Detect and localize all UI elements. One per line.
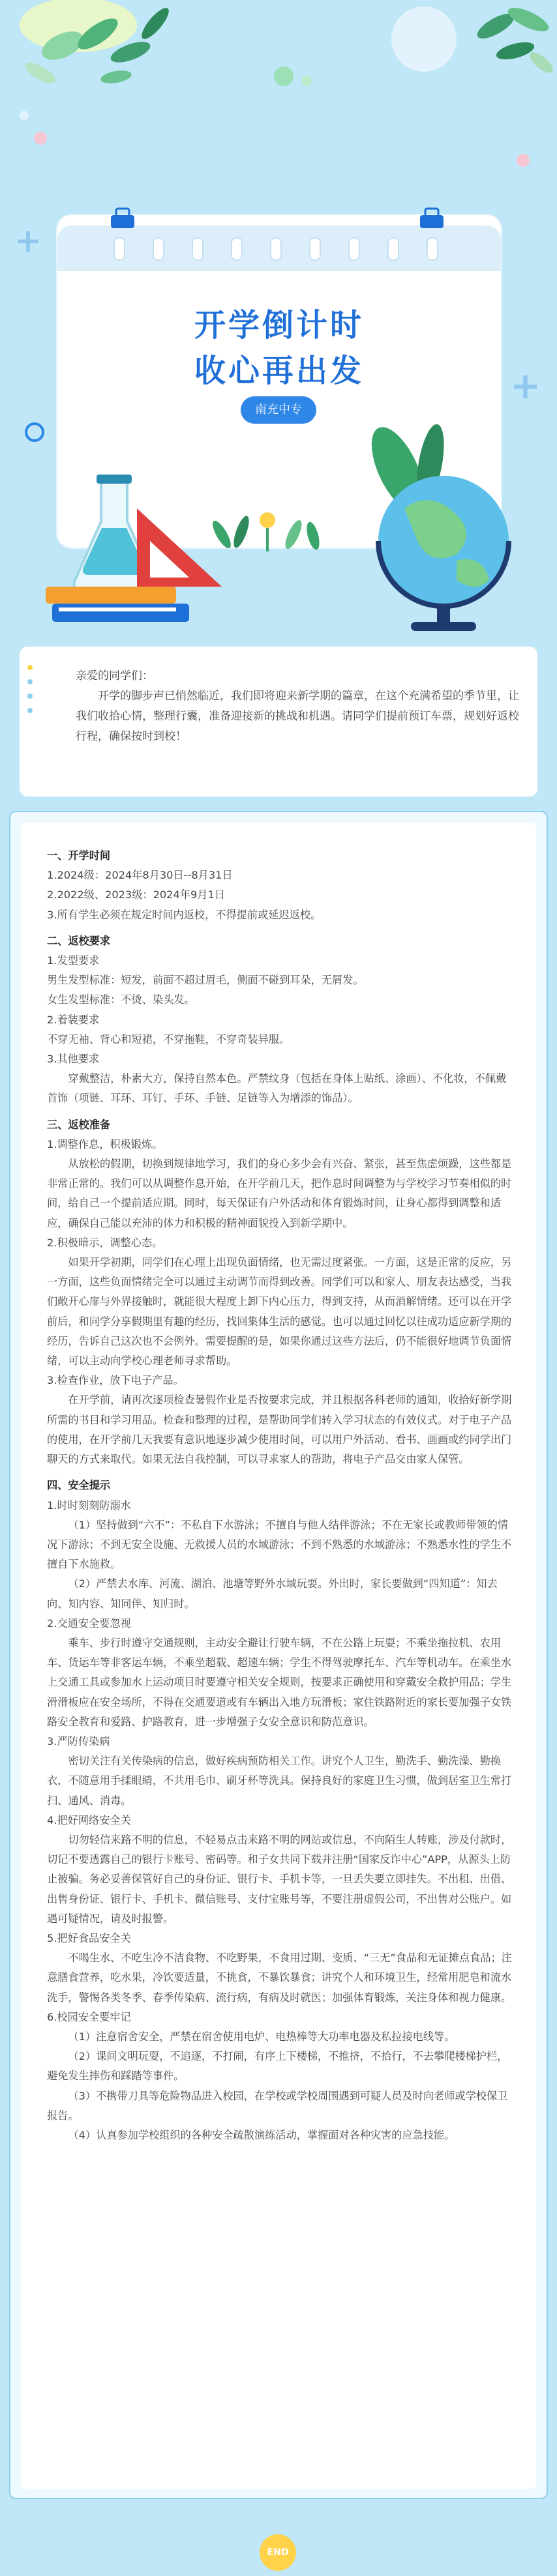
- section-paragraph: （1）注意宿舍安全，严禁在宿舍使用电炉、电热棒等大功率电器及私拉接电线等。: [68, 2030, 455, 2043]
- section-line: 1.调整作息，积极锻炼。: [47, 1137, 163, 1150]
- intro-text: [76, 666, 526, 747]
- section-line: 5.把好食品安全关: [47, 1931, 131, 1944]
- section-line: 女生发型标准：不烫、染头发。: [47, 993, 195, 1006]
- binder-ring: [270, 237, 282, 261]
- section-line: 2.着装要求: [47, 1013, 100, 1026]
- decor-ring: [25, 422, 44, 442]
- section-line: 3.检查作业，放下电子产品。: [47, 1374, 184, 1387]
- section-paragraph: 密切关注有关传染病的信息，做好疾病预防相关工作。讲究个人卫生，勤洗手、勤洗澡、勤换衣，不随意用手揉眼睛，不共用毛巾、刷牙杯等洗具。保持良好的家庭卫生习惯，做到居室卫生常打扫、通风、消毒。: [47, 1755, 512, 1807]
- section-paragraph: 乘车、步行时遵守交通规则，主动安全避让行驶车辆，不在公路上玩耍；不乘坐拖拉机、农用车、货运车等非客运车辆，不乘坐超载、超速车辆；学生不得驾驶摩托车、汽车等机动车。在乘坐水上交通工具或参加水上运动项目时要遵守相关安全规则，按要求正确使用和穿戴安全救护用品；学生滑滑板应在安全场所，不得在交通要道或有车辆出入地方玩滑板；家住铁路附近的家长要加强子女铁路安全教育和爱路、护路教育，进一步增强子女安全意识和防范意识。: [47, 1636, 512, 1728]
- page-title-line2: 收心再出发: [194, 353, 364, 389]
- binder-ring: [309, 237, 321, 261]
- section-line: 1.2024级：2024年8月30日--8月31日: [47, 869, 233, 882]
- section-line: 男生发型标准：短发，前面不超过眉毛，侧面不碰到耳朵，无屑发。: [47, 974, 364, 987]
- decor-dot: [391, 7, 457, 72]
- binder-clip-right-icon: [417, 207, 446, 229]
- section-paragraph: （2）严禁去水库、河流、湖泊、池塘等野外水域玩耍。外出时，家长要做到“四知道”：知去向、知内容、知同伴、知归时。: [47, 1577, 498, 1610]
- section-paragraph: 从放松的假期，切换到规律地学习，我们的身心多少会有兴奋、紧张，甚至焦虑烦躁，这些都是非常正常的。我们可以从调整作息开始，在开学前几天，把作息时间调整为与学校学习节奏相似的时间，给自己一个提前适应期。同时，每天保证有户外活动和体育锻炼时间，让身心都得到调整和适应，确保自己能以充沛的体力和积极的精神面貌投入到新学期中。: [47, 1158, 512, 1229]
- decor-dot: [20, 111, 29, 120]
- intro-letter: [20, 647, 537, 797]
- leaf-cluster-left-icon: [0, 0, 196, 111]
- section-paragraph: 切勿轻信来路不明的信息，不轻易点击来路不明的网站或信息，不向陌生人转账，涉及付款时，切记不要透露自己的银行卡账号、密码等。和子女共同下载并注册“国家反诈中心”APP，从源头上防止被骗。务必妥善保管好自己的身份证、银行卡、手机卡等，一旦丢失要立即挂失。不出租、出借、出售身份证、银行卡、手机卡、微信账号、支付宝账号等，不要注册虚假公司，不出售对公账户。如遇可疑情况，请及时报警。: [47, 1833, 512, 1925]
- decor-dot: [274, 66, 294, 86]
- section-line: 1.时时刻刻防溺水: [47, 1499, 131, 1512]
- section-line: 2.积极暗示，调整心态。: [47, 1236, 163, 1249]
- end-badge: END: [260, 2534, 296, 2571]
- notice-content: [47, 846, 514, 2145]
- section-line: 3.其他要求: [47, 1053, 100, 1066]
- binder-ring: [153, 237, 164, 261]
- globe-illustration-icon: [339, 424, 541, 639]
- section-line: 3.所有学生必须在规定时间内返校，不得提前或延迟返校。: [47, 908, 322, 921]
- section-heading: 三、返校准备: [47, 1118, 111, 1131]
- decor-dot: [301, 76, 312, 86]
- section-line: 4.把好网络安全关: [47, 1813, 131, 1826]
- section-paragraph: （1）坚持做到“六不”：不私自下水游泳；不擅自与他人结伴游泳；不在无家长或教师带领的情况下游泳；不到无安全设施、无救援人员的水域游泳；不到不熟悉的水域游泳；不熟悉水性的学生不擅自下水施救。: [47, 1518, 512, 1571]
- leaf-cluster-right-icon: [450, 0, 557, 91]
- section-line: 1.发型要求: [47, 954, 100, 967]
- flower-decoration-icon: [202, 502, 333, 554]
- page-title-line1: 开学倒计时: [194, 307, 364, 344]
- binder-ring: [348, 237, 360, 261]
- decor-dot: [517, 154, 530, 167]
- plus-icon: +: [14, 222, 42, 259]
- section-paragraph: 在开学前，请再次逐项检查暑假作业是否按要求完成，并且根据各科老师的通知，收拾好新学期所需的书目和学习用品。检查和整理的过程，是帮助同学们转入学习状态的有效仪式。对于电子产品的使用，在开学前几天我要有意识地逐步减少使用时间，可以用户外活动、看书、画画或约同学出门聊天的方式来取代。如果无法自我控制，可以寻求家人的帮助，将电子产品交由家人保管。: [47, 1394, 512, 1466]
- section-paragraph: （4）认真参加学校组织的各种安全疏散演练活动，掌握面对各种灾害的应急技能。: [68, 2129, 455, 2141]
- section-paragraph: （3）不携带刀具等危险物品进入校园，在学校或学校周围遇到可疑人员及时向老师或学校保卫报告。: [47, 2089, 508, 2122]
- binder-ring: [387, 237, 399, 261]
- intro-dots: [27, 665, 33, 782]
- plus-icon: +: [510, 365, 541, 407]
- section-line: 3.严防传染病: [47, 1734, 110, 1748]
- section-heading: 一、开学时间: [47, 849, 111, 862]
- intro-greeting: 亲爱的同学们：: [76, 669, 153, 682]
- section-line: 2.2022级、2023级：2024年9月1日: [47, 888, 225, 901]
- binder-ring: [231, 237, 243, 261]
- intro-body: 开学的脚步声已悄然临近，我们即将迎来新学期的篇章，在这个充满希望的季节里，让我们收拾心情，整理行囊，准备迎接新的挑战和机遇。请同学们提前预订车票，规划好返校行程，确保按时到校！: [76, 690, 519, 743]
- decor-dot: [34, 132, 47, 145]
- section-line: 2.交通安全要忽视: [47, 1617, 131, 1630]
- section-line: 不穿无袖、背心和短裙，不穿拖鞋，不穿奇装异服。: [47, 1032, 290, 1046]
- school-name-badge: 南充中专: [241, 396, 316, 424]
- section-heading: 四、安全提示: [47, 1479, 111, 1492]
- hero-banner: [0, 0, 557, 652]
- binder-ring: [113, 237, 125, 261]
- binder-clip-left-icon: [108, 207, 137, 229]
- section-heading: 二、返校要求: [47, 934, 111, 947]
- section-paragraph: 穿戴整洁，朴素大方，保持自然本色。严禁纹身（包括在身体上贴纸、涂画）、不化妆，不佩戴首饰（项链、耳环、耳钉、手环、手链、足链等入为增添的饰品）。: [47, 1072, 507, 1105]
- section-paragraph: 不喝生水、不吃生冷不洁食物、不吃野果，不食用过期、变质、“三无”食品和无证摊点食品；注意膳食营养，吃水果，冷饮要适量，不挑食，不暴饮暴食；讲究个人和环境卫生，经常用肥皂和流水洗手，警惕各类冬季、春季传染病、流行病，有病及时就医；加强体育锻炼，关注身体和视力健康。: [47, 1952, 512, 2004]
- binder-ring: [192, 237, 203, 261]
- section-paragraph: 如果开学初期，同学们在心理上出现负面情绪，也无需过度紧张。一方面，这是正常的反应，另一方面，这些负面情绪完全可以通过主动调节而得到改善。同学们可以和家人、朋友表达感受，当我们敞开心扉与外界接触时，就能很大程度上卸下内心压力，得到支持，从而消解情绪。还可以在开学前后，和同学分享假期里有趣的经历，找回集体生活的感觉。也可以通过回忆以往成功适应新学期的经历，告诉自己这次也不会例外。需要提醒的是，如果你通过这些方法后，仍不能很好地调节负面情绪，可以主动向学校心理老师寻求帮助。: [47, 1256, 512, 1368]
- section-paragraph: （2）课间文明玩耍，不追逐，不打闹，有序上下楼梯，不推挤，不拾行，不去攀爬楼梯护栏，避免发生摔伤和踩踏等事件。: [47, 2050, 508, 2083]
- section-line: 6.校园安全要牢记: [47, 2010, 131, 2023]
- binder-ring: [427, 237, 438, 261]
